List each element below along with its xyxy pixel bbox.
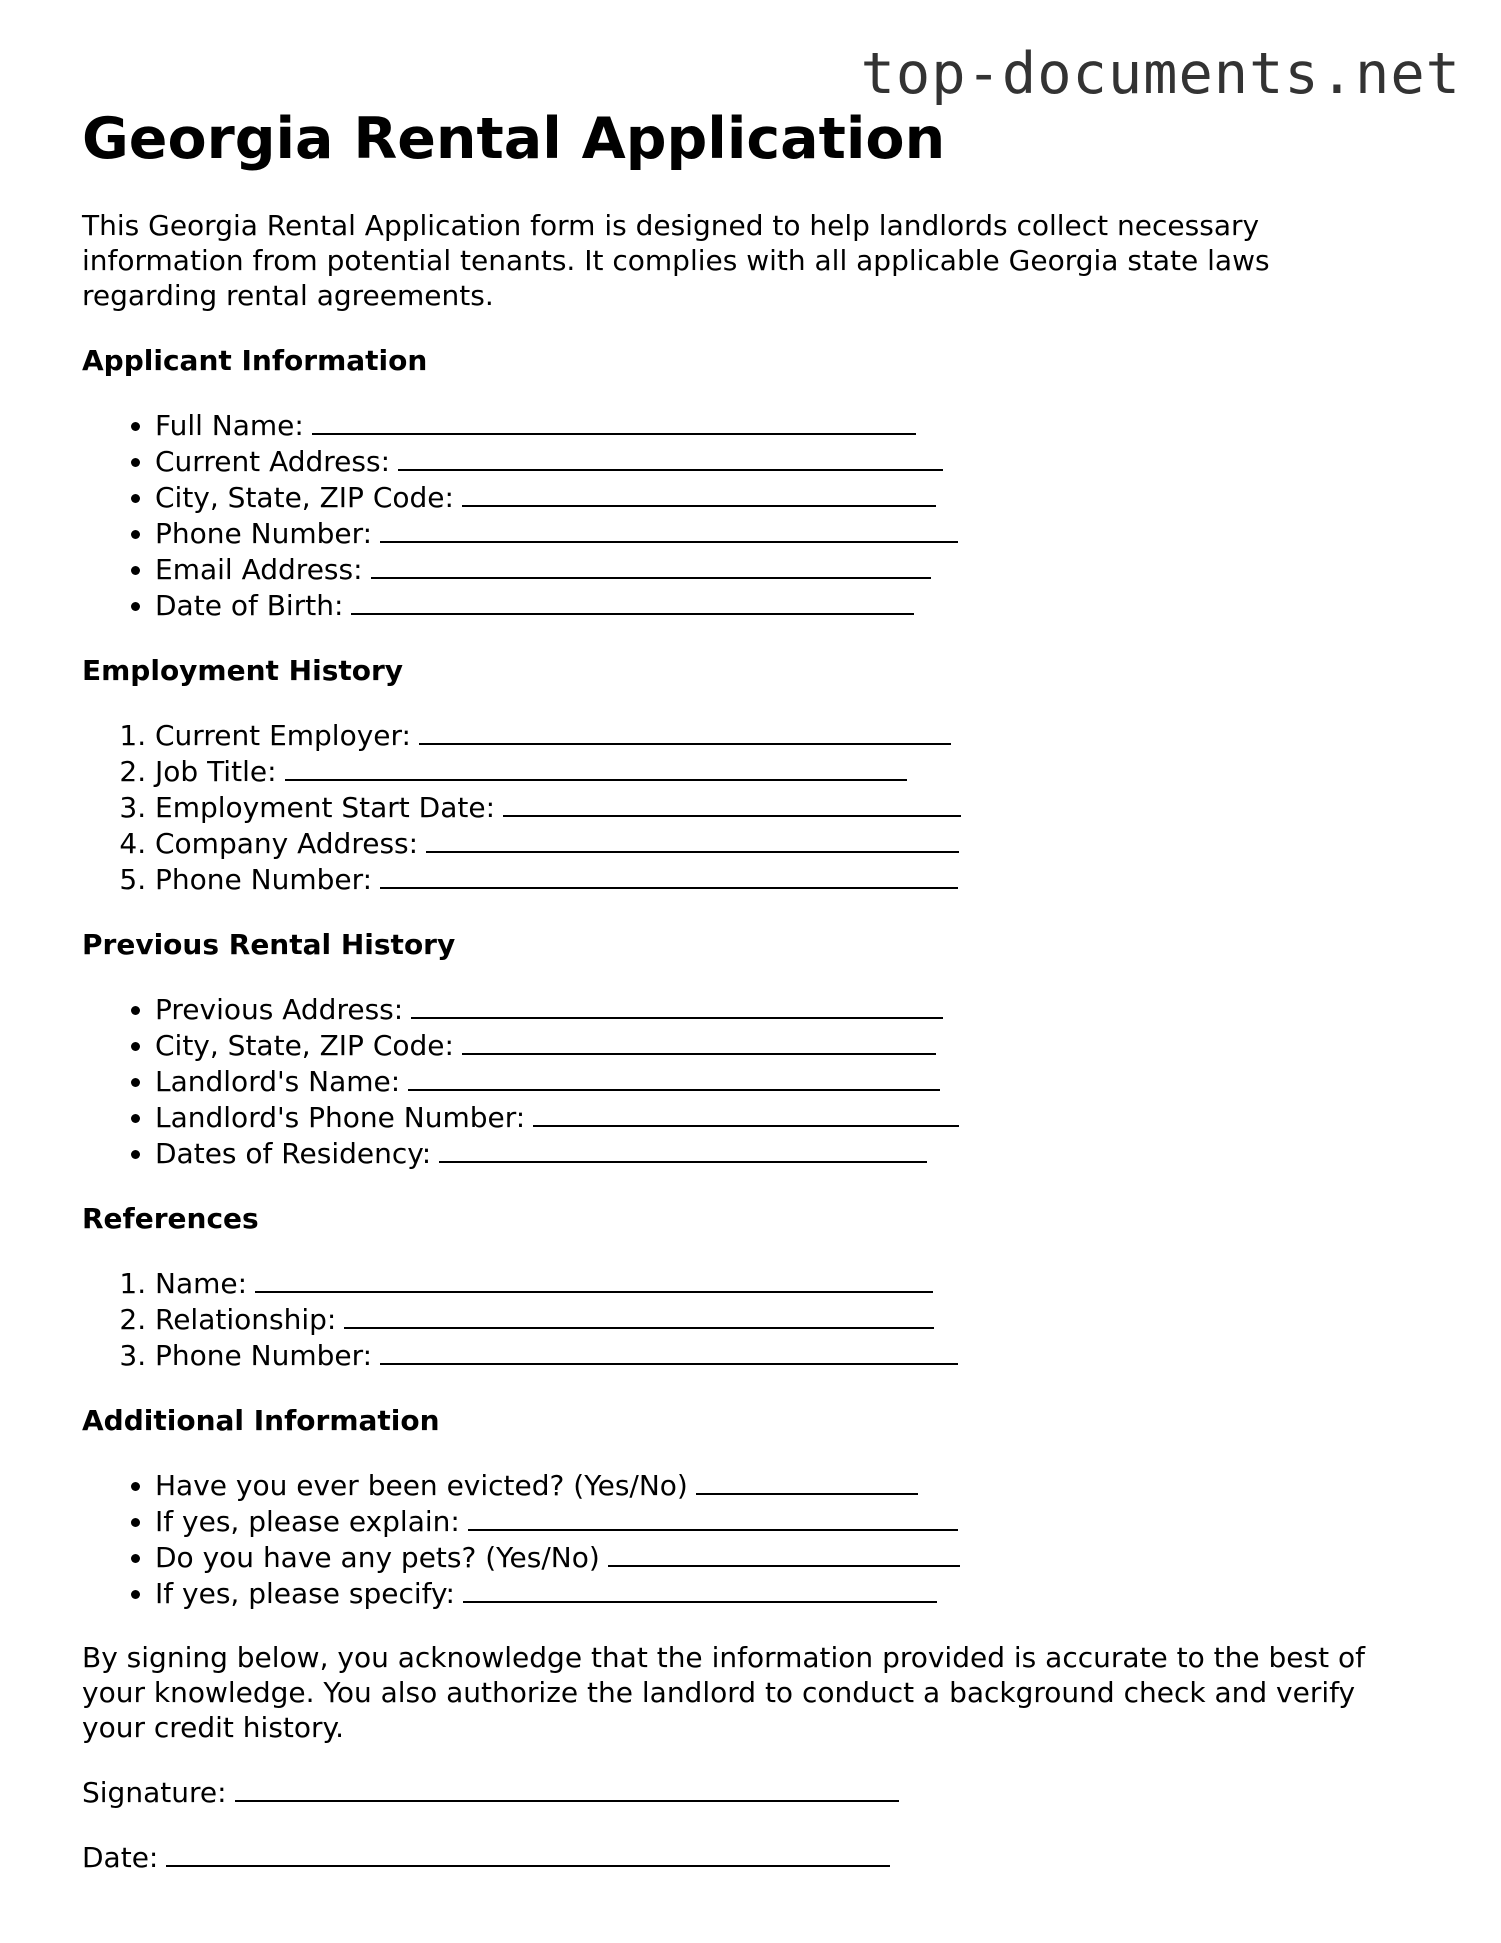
fill-in-blank[interactable] xyxy=(408,1063,940,1091)
field-label: Full Name: xyxy=(155,409,304,442)
field-label: Current Address: xyxy=(155,445,391,478)
field-label: Previous Address: xyxy=(155,993,404,1026)
fill-in-blank[interactable] xyxy=(419,717,951,745)
field-phone-number xyxy=(155,515,1422,551)
date-blank[interactable] xyxy=(166,1839,890,1867)
field-previous-city-state-zip xyxy=(155,1027,1422,1063)
field-label: Dates of Residency: xyxy=(155,1137,432,1170)
field-label: Phone Number: xyxy=(155,863,373,896)
field-eviction-explanation xyxy=(155,1503,1422,1539)
field-job-title xyxy=(155,753,1422,789)
document-page xyxy=(82,104,1422,1875)
fill-in-blank[interactable] xyxy=(462,479,936,507)
field-label: Landlord's Phone Number: xyxy=(155,1101,526,1134)
document-title: Georgia Rental Application xyxy=(82,106,946,172)
field-reference-phone-number xyxy=(155,1337,1422,1373)
field-dates-of-residency xyxy=(155,1135,1422,1171)
field-label: Company Address: xyxy=(155,827,419,860)
field-full-name xyxy=(155,407,1422,443)
fill-in-blank[interactable] xyxy=(380,861,958,889)
fill-in-blank[interactable] xyxy=(411,991,943,1019)
section-heading-references: References xyxy=(82,1202,259,1235)
section-heading-employment: Employment History xyxy=(82,654,404,687)
field-label: Phone Number: xyxy=(155,1339,373,1372)
fill-in-blank[interactable] xyxy=(503,789,961,817)
field-employment-start-date xyxy=(155,789,1422,825)
field-evicted xyxy=(155,1467,1422,1503)
fill-in-blank[interactable] xyxy=(468,1503,958,1531)
fill-in-blank[interactable] xyxy=(371,551,931,579)
section-heading-rental-history: Previous Rental History xyxy=(82,928,456,961)
signature-label: Signature: xyxy=(82,1776,227,1809)
field-landlord-name xyxy=(155,1063,1422,1099)
watermark: top-documents.net xyxy=(860,41,1461,107)
fill-in-blank[interactable] xyxy=(696,1467,918,1495)
field-label: Job Title: xyxy=(155,755,277,788)
employment-fields-list xyxy=(82,717,1422,897)
field-label: Date of Birth: xyxy=(155,589,344,622)
fill-in-blank[interactable] xyxy=(285,753,907,781)
section-heading-applicant: Applicant Information xyxy=(82,344,428,377)
field-label: Employment Start Date: xyxy=(155,791,496,824)
field-label: Email Address: xyxy=(155,553,363,586)
fill-in-blank[interactable] xyxy=(533,1099,959,1127)
field-label: City, State, ZIP Code: xyxy=(155,1029,454,1062)
applicant-fields-list xyxy=(82,407,1422,623)
references-fields-list xyxy=(82,1265,1422,1373)
fill-in-blank[interactable] xyxy=(426,825,959,853)
field-label: Phone Number: xyxy=(155,517,373,550)
field-reference-name xyxy=(155,1265,1422,1301)
fill-in-blank[interactable] xyxy=(312,407,916,435)
field-label: Have you ever been evicted? (Yes/No) xyxy=(155,1469,688,1502)
field-city-state-zip xyxy=(155,479,1422,515)
field-email-address xyxy=(155,551,1422,587)
signature-blank[interactable] xyxy=(235,1774,899,1802)
field-employer-phone-number xyxy=(155,861,1422,897)
field-pets xyxy=(155,1539,1422,1575)
fill-in-blank[interactable] xyxy=(255,1265,933,1293)
field-label: Relationship: xyxy=(155,1303,337,1336)
field-label: If yes, please explain: xyxy=(155,1505,460,1538)
fill-in-blank[interactable] xyxy=(380,515,958,543)
fill-in-blank[interactable] xyxy=(351,587,914,615)
rental-history-fields-list xyxy=(82,991,1422,1171)
field-landlord-phone-number xyxy=(155,1099,1422,1135)
field-label: Name: xyxy=(155,1267,248,1300)
field-label: Current Employer: xyxy=(155,719,411,752)
field-pets-specify xyxy=(155,1575,1422,1611)
section-heading-additional: Additional Information xyxy=(82,1404,440,1437)
fill-in-blank[interactable] xyxy=(439,1135,927,1163)
field-date-of-birth xyxy=(155,587,1422,623)
fill-in-blank[interactable] xyxy=(380,1337,958,1365)
intro-paragraph: This Georgia Rental Application form is designed to help landlords collect necessary information from potential tenants. It complies with all applicable Georgia state laws regarding rental agreements. xyxy=(82,209,1270,312)
fill-in-blank[interactable] xyxy=(398,443,943,471)
fill-in-blank[interactable] xyxy=(344,1301,934,1329)
fill-in-blank[interactable] xyxy=(463,1575,937,1603)
field-current-employer xyxy=(155,717,1422,753)
acknowledgement-paragraph: By signing below, you acknowledge that the information provided is accurate to the best of your knowledge. You also authorize the landlord to conduct a background check and verify your credit history. xyxy=(82,1641,1365,1744)
fill-in-blank[interactable] xyxy=(462,1027,936,1055)
field-label: City, State, ZIP Code: xyxy=(155,481,454,514)
date-label: Date: xyxy=(82,1841,159,1874)
signature-line xyxy=(82,1774,1422,1810)
additional-fields-list xyxy=(82,1467,1422,1611)
field-label: Landlord's Name: xyxy=(155,1065,401,1098)
field-company-address xyxy=(155,825,1422,861)
field-previous-address xyxy=(155,991,1422,1027)
field-label: Do you have any pets? (Yes/No) xyxy=(155,1541,600,1574)
date-line xyxy=(82,1839,1422,1875)
field-current-address xyxy=(155,443,1422,479)
fill-in-blank[interactable] xyxy=(608,1539,960,1567)
field-reference-relationship xyxy=(155,1301,1422,1337)
field-label: If yes, please specify: xyxy=(155,1577,455,1610)
